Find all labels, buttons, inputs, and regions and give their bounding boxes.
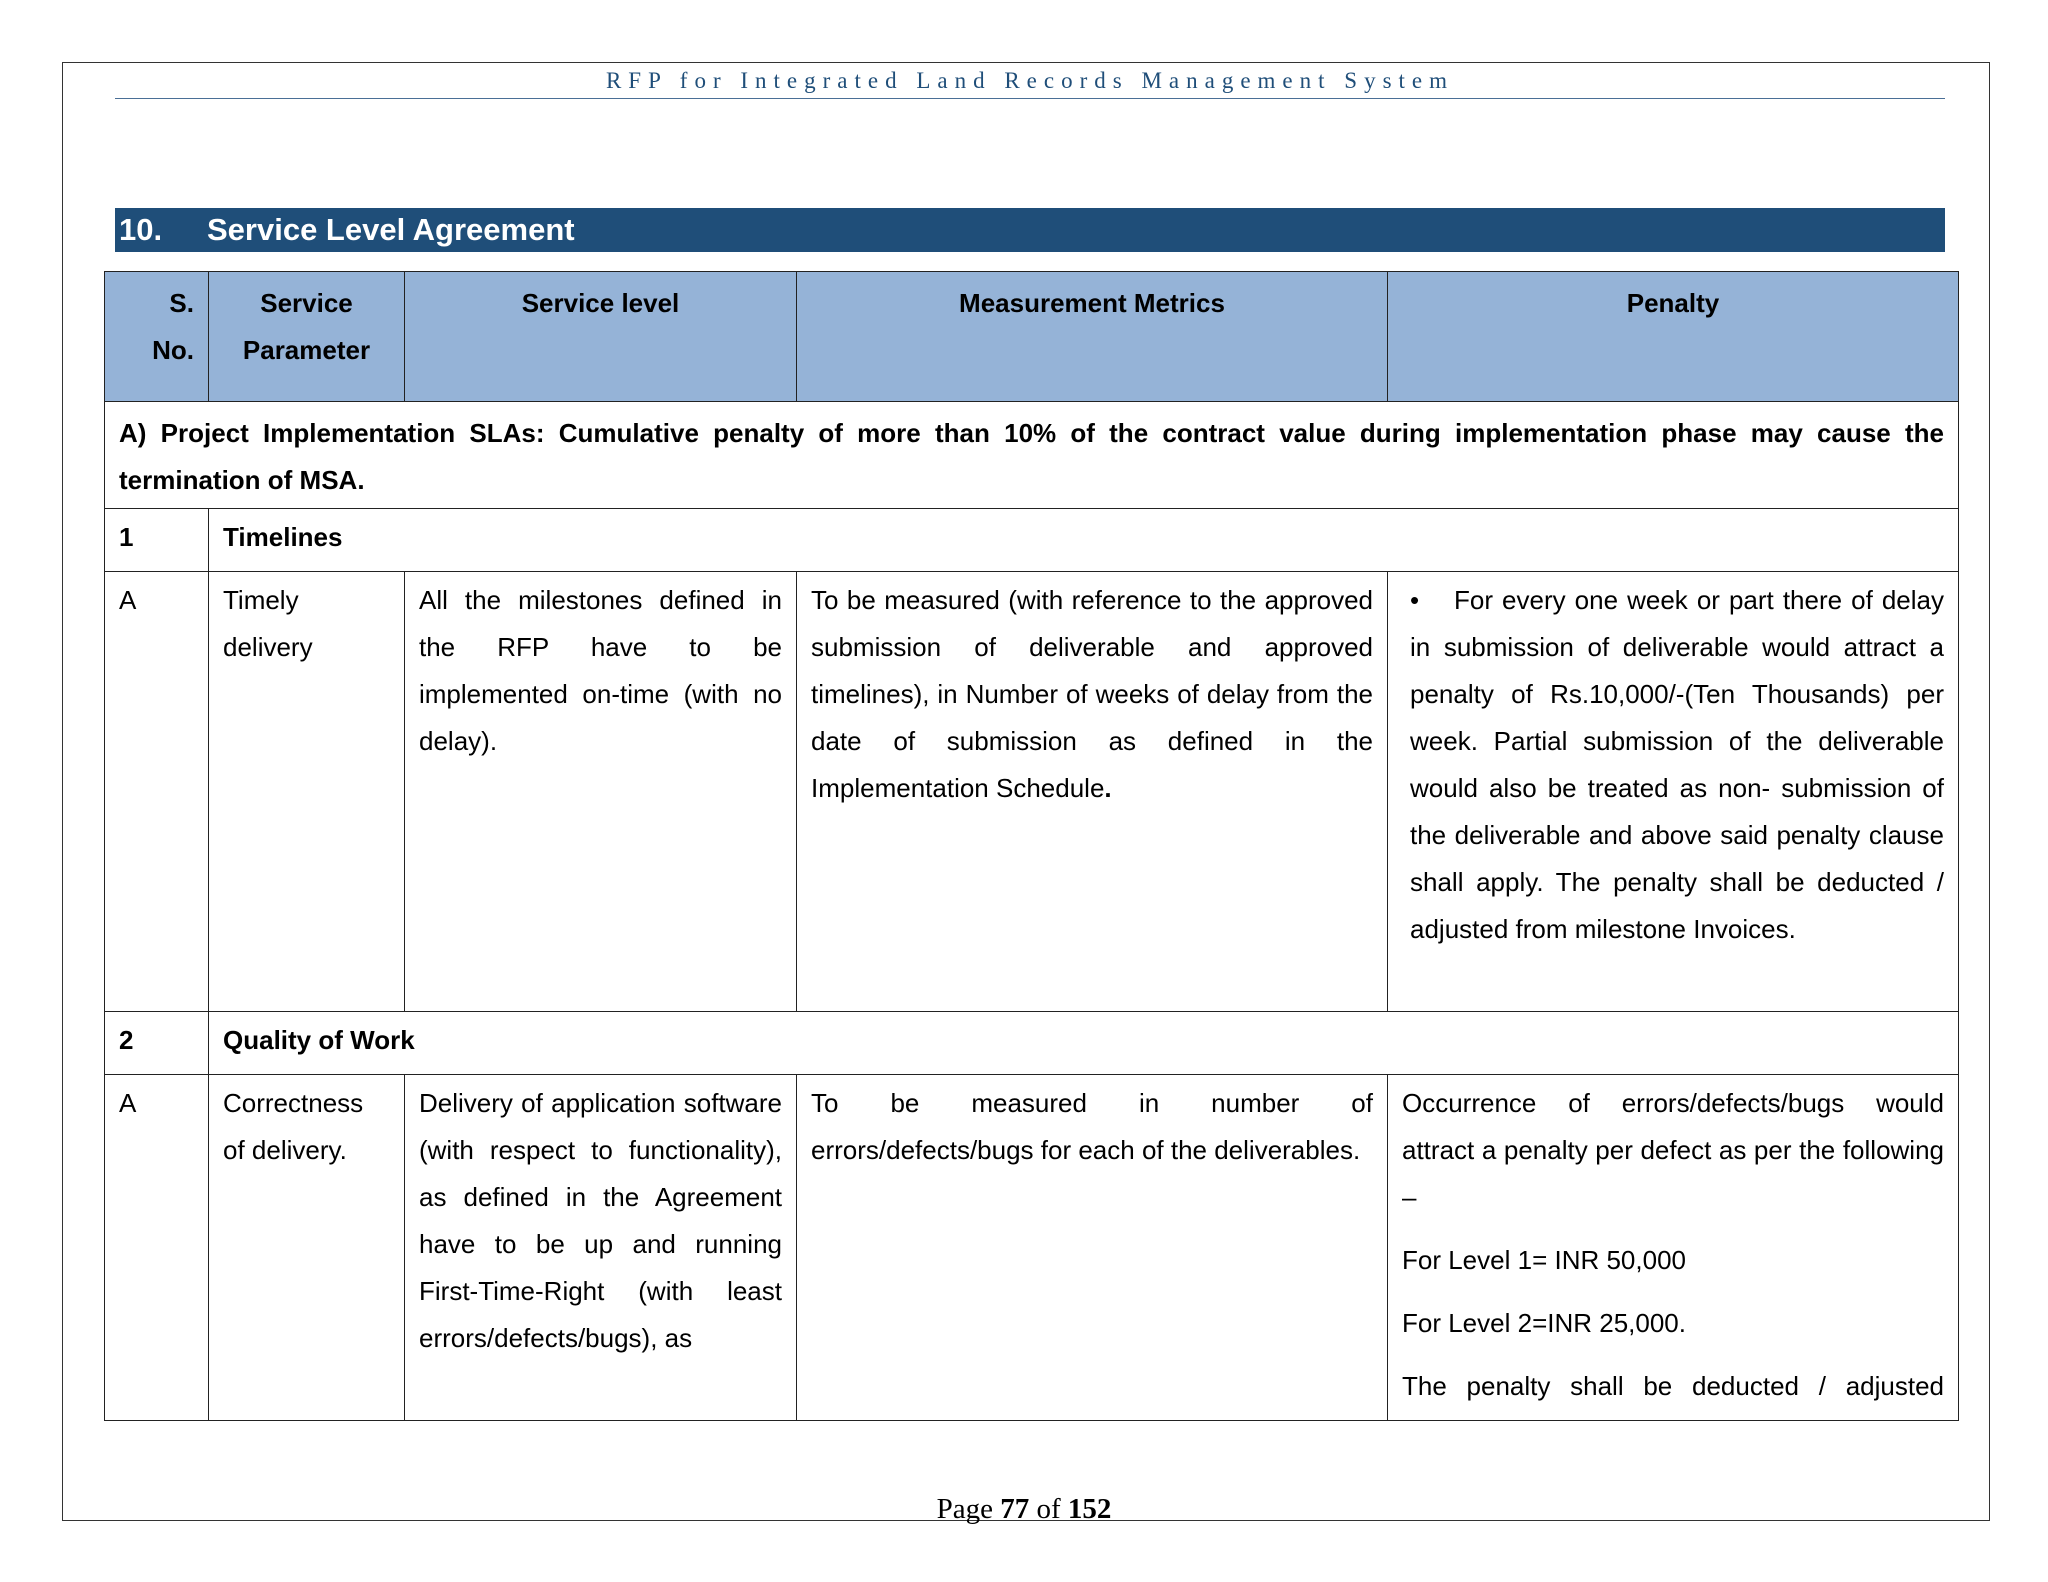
row-parameter: Timely delivery [209,572,405,1012]
row-penalty: • For every one week or part there of delay in submission of deliverable would attract a penalty of Rs.10,000/-(Ten Thousands) per week. Partial submission of the deliverable would also be treated as non- submission of the deliverable and above said penalty clause shall apply. The penalty shall be deducted / adjusted from milestone Invoices. [1388,572,1959,1012]
row-metric: To be measured (with reference to the approved submission of deliverable and approved timelines), in Number of weeks of delay from the date of submission as defined in the Implementation Schedule. [797,572,1388,1012]
section-title: Service Level Agreement [207,212,575,247]
table-row [105,1075,1959,1421]
banner-row [105,402,1959,509]
group-number: 1 [105,509,209,572]
header-service-level: Service level [405,272,797,402]
row-metric: To be measured in number of errors/defects/bugs for each of the deliverables. [797,1075,1388,1421]
group-row-quality-of-work [105,1012,1959,1075]
header-rule [115,98,1945,99]
row-penalty [1388,1075,1959,1421]
group-title: Quality of Work [209,1012,1959,1075]
sla-table [104,271,1959,1421]
group-number: 2 [105,1012,209,1075]
bullet-icon: • [1410,585,1420,615]
table-header-row [105,272,1959,402]
header-sno: S. No. [105,272,209,402]
row-parameter: Correctness of delivery. [209,1075,405,1421]
group-row-timelines [105,509,1959,572]
implementation-sla-banner: A) Project Implementation SLAs: Cumulative penalty of more than 10% of the contract value during implementation phase may cause the termination of MSA. [105,402,1959,509]
penalty-level-1: For Level 1= INR 50,000 [1402,1245,1686,1275]
table-row [105,572,1959,1012]
header-measurement-metrics: Measurement Metrics [797,272,1388,402]
group-title: Timelines [209,509,1959,572]
section-number: 10. [119,212,163,247]
running-header: RFP for Integrated Land Records Management System [605,68,1455,93]
penalty-intro: Occurrence of errors/defects/bugs would attract a penalty per defect as per the following – [1402,1088,1944,1212]
row-service-level: Delivery of application software (with respect to functionality), as defined in the Agreement have to be up and running First-Time-Right (with least errors/defects/bugs), as [405,1075,797,1421]
header-penalty: Penalty [1388,272,1959,402]
penalty-level-2: For Level 2=INR 25,000. [1402,1308,1686,1338]
row-service-level: All the milestones defined in the RFP have to be implemented on-time (with no delay). [405,572,797,1012]
section-heading [115,208,1945,252]
page-number: Page 77 of 152 [936,1493,1112,1525]
header-service-parameter: Service Parameter [209,272,405,402]
row-id: A [105,1075,209,1421]
row-id: A [105,572,209,1012]
penalty-tail: The penalty shall be deducted / adjusted [1402,1371,1944,1401]
